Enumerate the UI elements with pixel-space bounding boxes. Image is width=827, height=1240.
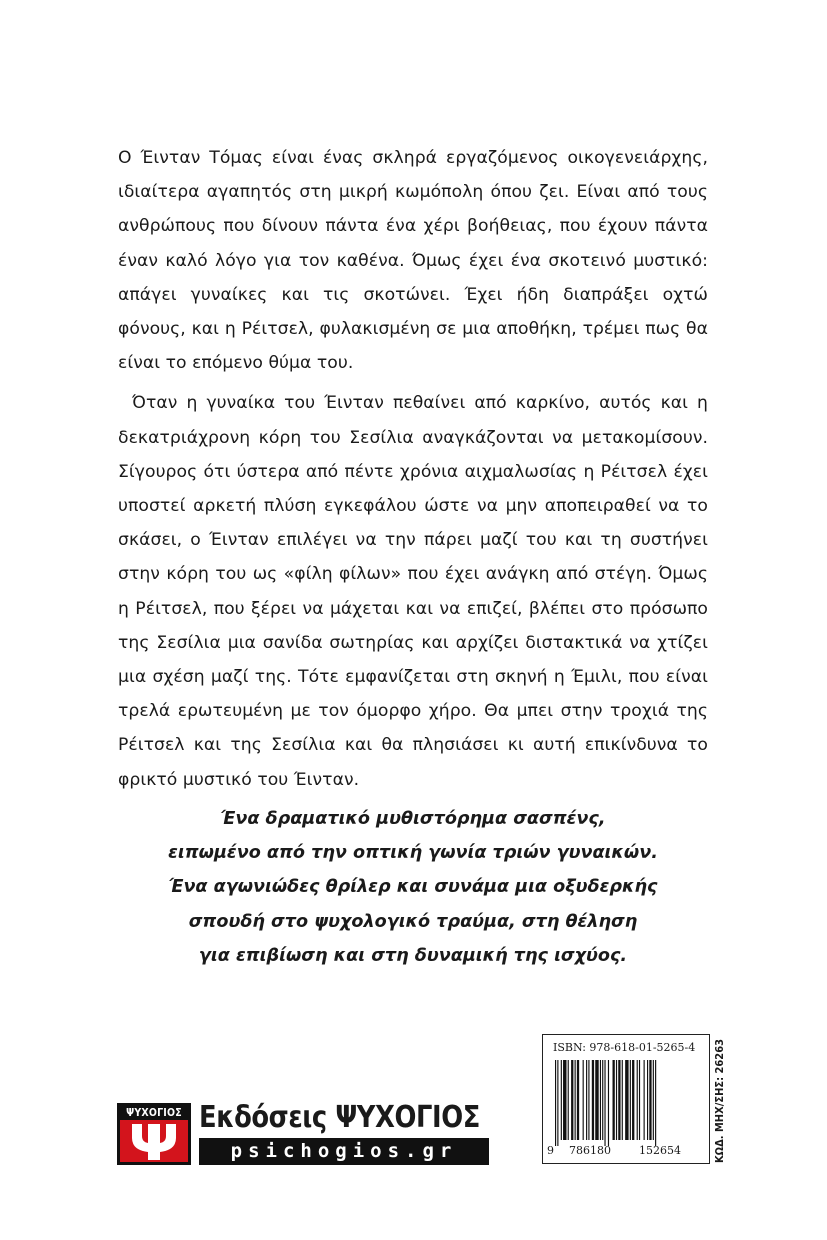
barcode-digits-left: 786180 <box>569 1144 611 1157</box>
tagline-line: ειπωμένο από την οπτική γωνία τριών γυναικών. <box>168 843 658 864</box>
publisher-name: Εκδόσεις ΨΥΧΟΓΙΟΣ <box>199 1100 480 1135</box>
product-code: ΚΩΔ. ΜΗΧ/ΣΗΣ: 26263 <box>713 1039 726 1163</box>
isbn-label: ISBN: 978-618-01-5265-4 <box>553 1041 696 1054</box>
publisher-emblem <box>117 1103 191 1165</box>
tagline-line: Ένα δραματικό μυθιστόρημα σασπένς, <box>220 809 606 829</box>
barcode-bars <box>555 1060 701 1146</box>
blurb-text <box>118 141 708 797</box>
barcode-panel <box>542 1034 710 1164</box>
publisher-emblem-band: ΨΥΧΟΓΙΟΣ <box>120 1106 188 1120</box>
barcode-digits-right: 152654 <box>639 1144 681 1157</box>
tagline-line: σπουδή στο ψυχολογικό τραύμα, στη θέληση <box>188 911 638 932</box>
blurb-paragraph-2: Όταν η γυναίκα του Έινταν πεθαίνει από καρκίνο, αυτός και η δεκατριάχρονη κόρη του Σεσίλια αναγκάζονται να μετακομίσουν. Σίγουρος ότι ύστερα από πέντε χρόνια αιχμαλωσίας η Ρέιτσελ έχει υποστεί αρκετή πλύση εγκεφάλου ώστε να μην αποπειραθεί να το σκάσει, ο Έινταν επιλέγει να την πάρει μαζί του και τη συστήνει στην κόρη του ως «φίλη φίλων» που έχει ανάγκη από στέγη. Όμως η Ρέιτσελ, που ξέρει να μάχεται και να επιζεί, βλέπει στο πρόσωπο της Σεσίλια μια σανίδα σωτηρίας και αρχίζει διστακτικά να χτίζει μια σχέση μαζί της. Τότε εμφανίζεται στη σκηνή η Έμιλι, που είναι τρελά ερωτευμένη με τον όμορφο χήρο. Θα μπει στην τροχιά της Ρέιτσελ και της Σεσίλια και θα πλησιάσει κι αυτή επικίνδυνα το φρικτό μυστικό του Έινταν. <box>118 393 708 790</box>
tagline-line: για επιβίωση και στη δυναμική της ισχύος. <box>198 945 628 966</box>
barcode-digit-first: 9 <box>547 1144 554 1157</box>
blurb-paragraph-1: Ο Έινταν Τόμας είναι ένας σκληρά εργαζόμενος οικογενειάρχης, ιδιαίτερα αγαπητός στη μικρή κωμόπολη όπου ζει. Είναι από τους ανθρώπους που δίνουν πάντα ένα χέρι βοήθειας, που έχουν πάντα έναν καλό λόγο για τον καθένα. Όμως έχει ένα σκοτεινό μυστικό: απάγει γυναίκες και τις σκοτώνει. Έχει ήδη διαπράξει οχτώ φόνους, και η Ρέιτσελ, φυλακισμένη σε μια αποθήκη, τρέμει πως θα είναι το επόμενο θύμα του. <box>118 148 708 374</box>
tagline <box>118 802 708 973</box>
psi-glyph-icon <box>128 1122 180 1162</box>
tagline-line: Ένα αγωνιώδες θρίλερ και συνάμα μια οξυδερκής <box>168 877 658 898</box>
publisher-logo <box>117 1100 489 1165</box>
publisher-url: psichogios.gr <box>199 1138 489 1165</box>
